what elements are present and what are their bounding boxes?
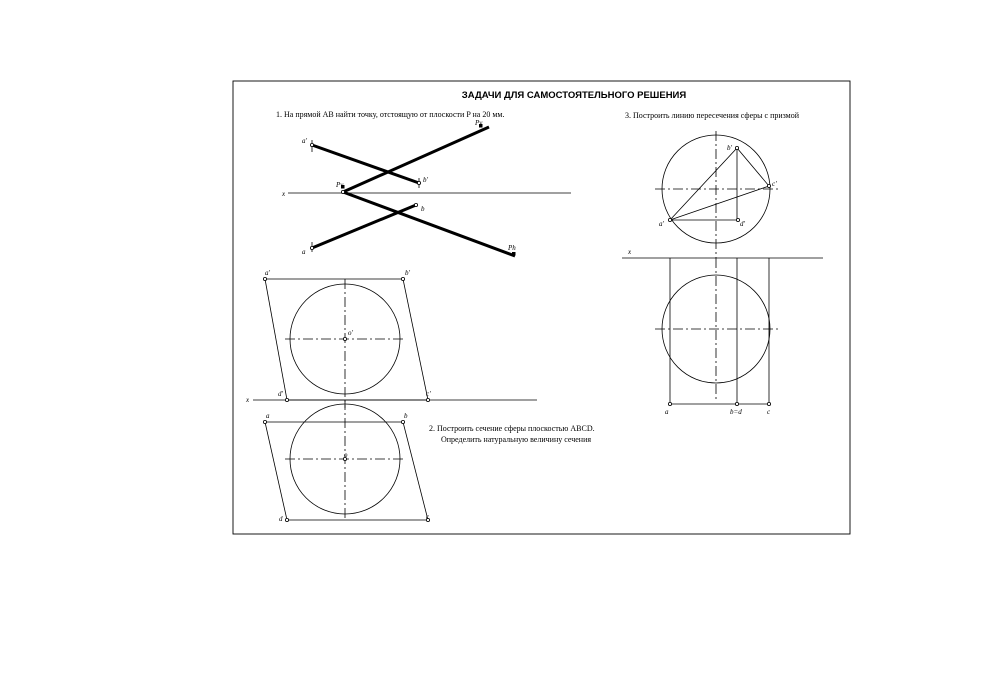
task-3-drawing	[622, 131, 823, 416]
point-c-prime-t3	[767, 184, 770, 187]
label-c-t3: c	[767, 408, 771, 416]
label-a-t3: a	[665, 408, 669, 416]
point-d-t2	[285, 518, 288, 521]
label-a-t2: a	[266, 412, 270, 420]
task-2-text-line1: 2. Построить сечение сферы плоскостью ABCD.	[429, 424, 595, 433]
label-bd-t3: b=d	[730, 408, 742, 416]
plane-abcd-horizontal	[265, 422, 428, 520]
x-axis-label-task2: x	[246, 396, 250, 404]
label-d-prime-t3: d'	[740, 220, 745, 228]
x-axis-label-task1: x	[282, 190, 286, 198]
point-b-t2	[401, 420, 404, 423]
task-2-text-line2: Определить натуральную величину сечения	[441, 435, 592, 444]
label-b-prime-t2: b'	[405, 269, 410, 277]
label-d-prime-t2: d'	[278, 390, 283, 398]
prism-frontal-triangle	[670, 148, 769, 220]
label-d-t2: d	[279, 515, 283, 523]
point-b	[414, 203, 417, 206]
point-a-prime-t3	[668, 218, 671, 221]
line-ab-horizontal-projection	[312, 205, 416, 248]
sheet-title: ЗАДАЧИ ДЛЯ САМОСТОЯТЕЛЬНОГО РЕШЕНИЯ	[461, 90, 687, 101]
point-a	[310, 246, 313, 249]
label-b-prime-t3: b'	[727, 144, 732, 152]
point-a-t2	[263, 420, 266, 423]
point-p-vertex	[341, 190, 344, 193]
p-vertex-label: Pv	[336, 181, 344, 189]
point-o-prime	[343, 337, 346, 340]
label-a-prime-task1: a'	[302, 137, 307, 145]
point-a-prime	[310, 143, 313, 146]
ph-label: Ph	[508, 244, 516, 252]
pv-label: Pv	[475, 119, 483, 127]
task-1-drawing	[281, 119, 571, 256]
label-o: o	[344, 451, 348, 459]
point-b-prime	[417, 181, 420, 184]
label-a-task1: a	[302, 248, 306, 256]
point-c-prime-t2	[426, 398, 429, 401]
point-a-t3	[668, 402, 671, 405]
task-2-drawing	[245, 269, 537, 523]
task-3-text: 3. Построить линию пересечения сферы с призмой	[625, 111, 800, 120]
label-c-prime-t3: c'	[772, 180, 777, 188]
label-c-t2: c	[426, 513, 430, 521]
label-b-prime-task1: b'	[423, 176, 428, 184]
point-b-prime-t2	[401, 277, 404, 280]
label-c-prime-t2: c'	[426, 390, 431, 398]
point-a-prime-t2	[263, 277, 266, 280]
label-a-prime-t2: a'	[265, 269, 270, 277]
point-c-t3	[767, 402, 770, 405]
x-axis-label-task3: x	[628, 248, 632, 256]
plane-ph-end-mark	[512, 252, 516, 256]
label-b-task1: b	[421, 205, 425, 213]
point-bd-t3	[735, 402, 738, 405]
task-1-text: 1. На прямой AB найти точку, отстоящую от плоскости P на 20 мм.	[276, 110, 505, 119]
label-o-prime: o'	[348, 329, 353, 337]
point-b-prime-t3	[735, 146, 738, 149]
point-d-prime-t2	[285, 398, 288, 401]
label-b-t2: b	[404, 412, 408, 420]
label-a-prime-t3: a'	[659, 220, 664, 228]
